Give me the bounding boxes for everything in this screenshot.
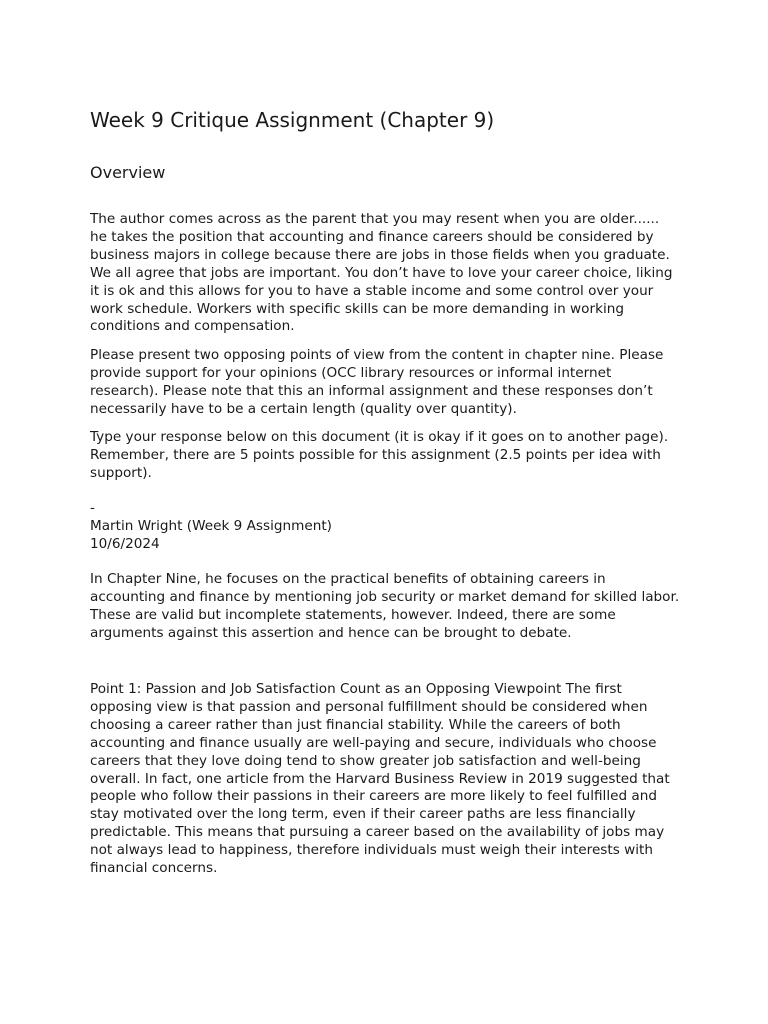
overview-heading: Overview (90, 163, 166, 182)
point-1-paragraph: Point 1: Passion and Job Satisfaction Count as an Opposing Viewpoint The first opposing view is that passion and personal fulfillment should be considered when choosing a career rather than just financial stability. While the careers of both accounting and finance usually are well-paying and secure, individuals who choose careers that they love doing tend to show greater job satisfaction and well-being overall. In fact, one article from the Harvard Business Review in 2019 suggested that people who follow their passions in their careers are more likely to feel fulfilled and stay motivated over the long term, even if their career paths are less financially predictable. This means that pursuing a career based on the availability of jobs may not always lead to happiness, therefore individuals must weigh their interests with financial concerns. (90, 681, 670, 877)
response-note-paragraph: Type your response below on this document (it is okay if it goes on to another page). Remember, there are 5 points possible for this assignment (2.5 points per idea with support). (90, 429, 669, 481)
date-line: 10/6/2024 (90, 536, 160, 552)
intro-paragraph: The author comes across as the parent that you may resent when you are older...... he takes the position that accounting and finance careers should be considered by business majors in college because there are jobs in those fields when you graduate. We all agree that jobs are important. You don’t have to love your career choice, liking it is ok and this allows for you to have a stable income and some control over your work schedule. Workers with specific skills can be more demanding in working conditions and compensation. (90, 211, 673, 335)
separator-dash: - (90, 500, 95, 516)
document-title: Week 9 Critique Assignment (Chapter 9) (90, 108, 495, 132)
author-line: Martin Wright (Week 9 Assignment) (90, 518, 332, 534)
instructions-paragraph: Please present two opposing points of view from the content in chapter nine. Please provide support for your opinions (OCC library resources or informal internet research). Please note that this an informal assignment and these responses don’t necessarily have to be a certain length (quality over quantity). (90, 347, 664, 417)
response-intro-paragraph: In Chapter Nine, he focuses on the practical benefits of obtaining careers in accounting and finance by mentioning job security or market demand for skilled labor. These are valid but incomplete statements, however. Indeed, there are some arguments against this assertion and hence can be brought to debate. (90, 571, 680, 641)
